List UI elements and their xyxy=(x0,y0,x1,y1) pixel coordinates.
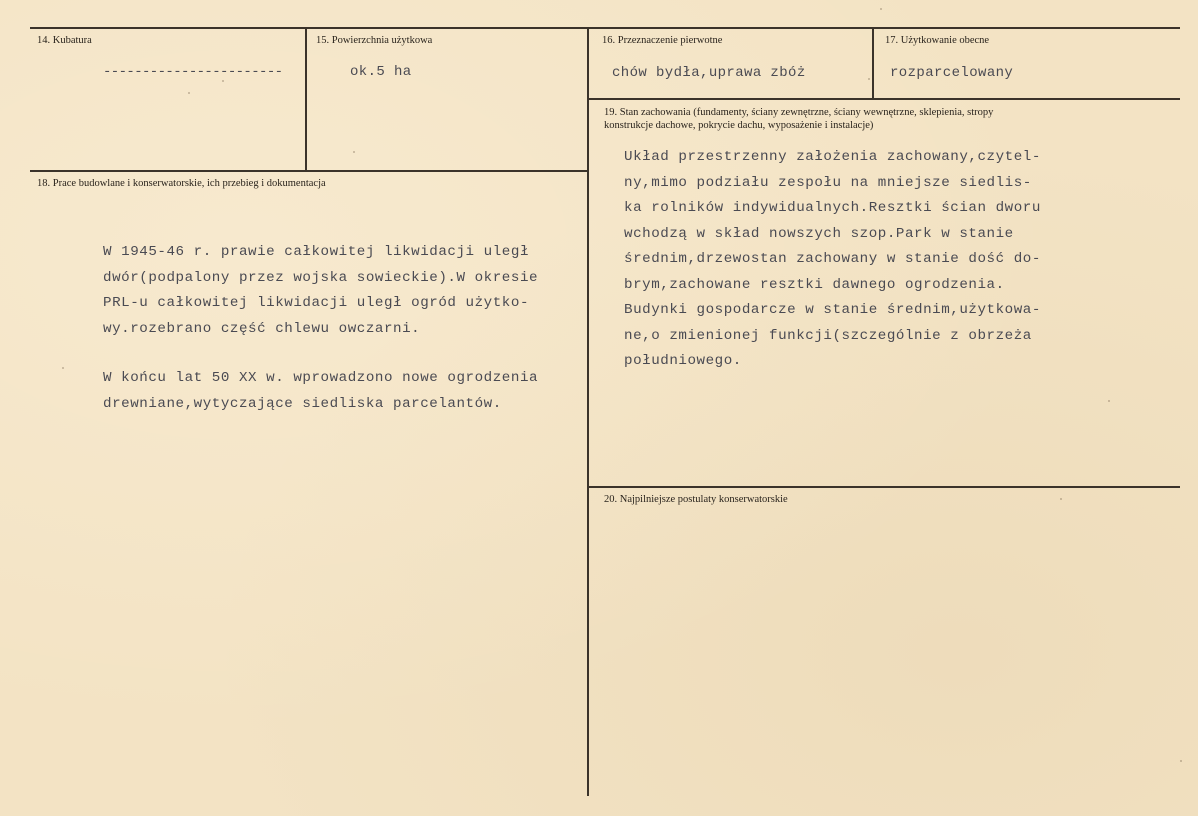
paper-speck xyxy=(353,151,355,153)
row-divider-16-17-bottom xyxy=(588,98,1180,100)
uzytkowanie-value: rozparcelowany xyxy=(890,65,1014,81)
paper-speck xyxy=(188,92,190,94)
paper-speck xyxy=(1060,498,1062,500)
kubatura-value: ----------------------- xyxy=(103,64,283,80)
paper-speck xyxy=(880,8,882,10)
kubatura-label: 14. Kubatura xyxy=(37,35,92,46)
uzytkowanie-label: 17. Użytkowanie obecne xyxy=(885,35,990,46)
paper-speck xyxy=(868,78,870,80)
main-vertical-divider xyxy=(587,28,589,796)
divider-16-17 xyxy=(872,28,874,99)
paper-speck xyxy=(62,367,64,369)
stan-zachowania-label: 19. Stan zachowania (fundamenty, ściany zewnętrzne, ściany wewnętrzne, sklepienia, stropy konstrukcje dachowe, pokrycie dachu, wyposażenie i instalacje) xyxy=(604,107,994,131)
powierzchnia-value: ok.5 ha xyxy=(350,64,412,80)
przeznaczenie-value: chów bydła,uprawa zbóż xyxy=(612,65,806,81)
prace-budowlane-paragraph-2: W końcu lat 50 XX w. wprowadzono nowe ogrodzenia drewniane,wytyczające siedliska parcelantów. xyxy=(103,370,539,412)
paper-speck xyxy=(1108,400,1110,402)
postulaty-label: 20. Najpilniejsze postulaty konserwatorskie xyxy=(604,494,788,505)
divider-14-15 xyxy=(305,28,307,171)
prace-budowlane-label: 18. Prace budowlane i konserwatorskie, ich przebieg i dokumentacja xyxy=(37,178,326,189)
row-divider-19-bottom xyxy=(588,486,1180,488)
powierzchnia-label: 15. Powierzchnia użytkowa xyxy=(316,35,433,46)
prace-budowlane-paragraph-1: W 1945-46 r. prawie całkowitej likwidacji uległ dwór(podpalony przez wojska sowieckie).W okresie PRL-u całkowitej likwidacji uległ ogród użytko- wy.rozebrano część chlewu owczarni. xyxy=(103,244,539,337)
top-border-line xyxy=(30,27,1180,29)
paper-speck xyxy=(1180,760,1182,762)
przeznaczenie-label: 16. Przeznaczenie pierwotne xyxy=(602,35,723,46)
paper-speck xyxy=(222,80,224,82)
stan-zachowania-text: Układ przestrzenny założenia zachowany,czytel- ny,mimo podziału zespołu na mniejsze siedlis- ka rolników indywidualnych.Resztki ścian dworu wchodzą w skład nowszych szop.Park w stanie średnim,drzewostan zachowany w stanie dość do- brym,zachowane resztki dawnego ogrodzenia. Budynki gospodarcze w stanie średnim,użytkowa- ne,o zmienionej funkcji(szczególnie z obrzeża południowego. xyxy=(624,149,1041,369)
row-divider-14-15-bottom xyxy=(30,170,588,172)
